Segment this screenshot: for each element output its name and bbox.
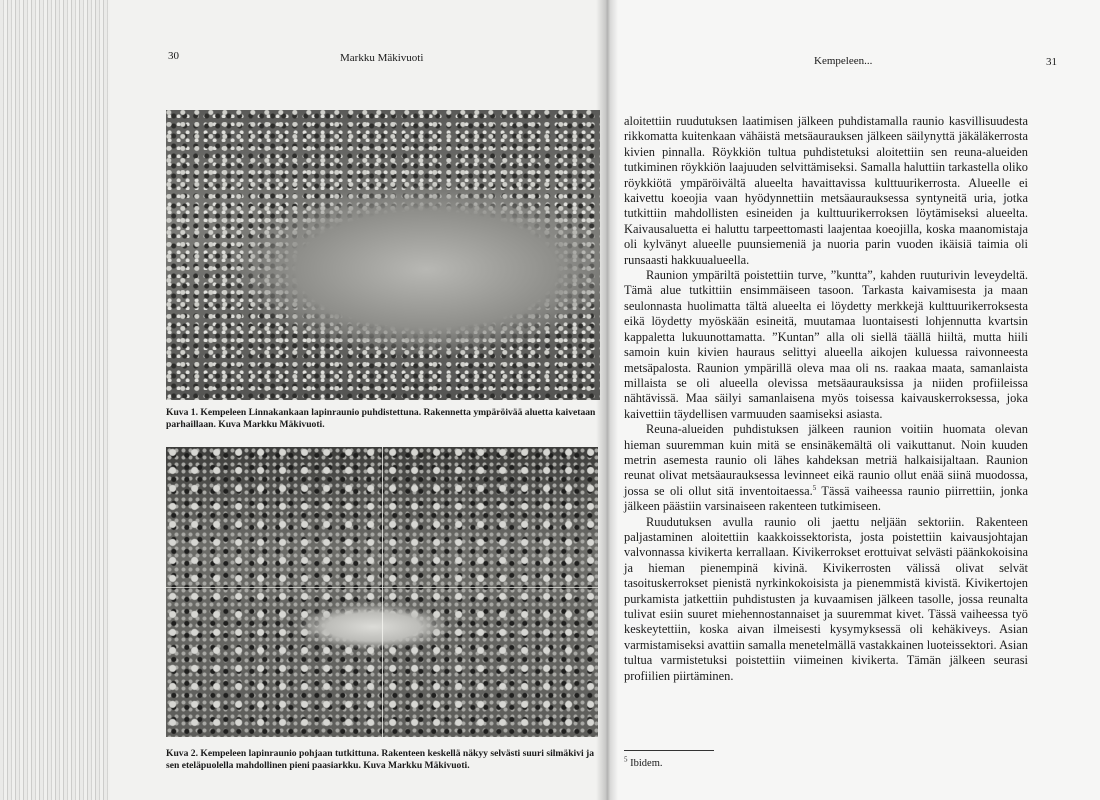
paragraph: aloitettiin ruudutuksen laatimisen jälkeen puhdistamalla raunio kasvillisuudesta rikkomatta kuitenkaan vähäistä metsäaurauksen jälkeen säilynyttä jäkäläkerrosta kivien pinnalla. Röykkiön tultua puhdistetuksi aloitettiin sen reuna-alueiden tutkiminen röykkiön laajuuden selvittämiseksi. Samalla haluttiin tarkastella oliko röykkiötä ympäröivältä alueelta havaittavissa kulttuurikerrosta. Alueelle ei kaivettu koeojia vaan hyödynnettiin metsäaurauksessa syntyneitä uria, jotka tutkittiin mahdollisten esineiden ja kulttuurikerroksen löytämiseksi alueelta. Kaivausaluetta ei haluttu tarpeettomasti laajentaa koeojilla, koska maanomistaja oli kylvänyt alueelle puunsiemeniä ja nuoria parin vuoden ikäisiä taimia oli runsaasti hakkuualueella. <box>624 114 1028 267</box>
paragraph: Ruudutuksen avulla raunio oli jaettu neljään sektoriin. Rakenteen paljastaminen aloitettiin kaakkoissektorista, josta poistettiin kaivausjohtajan valvonnassa kivikerta kerrallaan. Kivikerrokset erottuivat selvästi päänkokoisina ja hieman pienempinä kivinä. Kivikerrosten välissä olivat selvät tasoituskerrokset pienistä nyrkinkokoisista ja pienemmistä kivistä. Kivikertojen purkamista jatkettiin puhdistusten ja kuvaamisen jälkeen tasolle, jossa reunalta tulivat esiin suuret miehennostannaiset ja suuremmat kivet. Tässä vaiheessa työ keskeytettiin, koska aivan ilmeisesti kysymyksessä oli kehäkiveys. Asian varmistamiseksi avattiin samalla menetelmällä vastakkainen luoteissektori. Asian tultua varmistetuksi poistettiin viimeinen kivikerta. Tämän jälkeen seurasi profiilien piirtäminen. <box>624 514 1028 683</box>
measuring-string <box>382 447 383 737</box>
footnote <box>624 755 663 769</box>
photo-cairn-cleaned <box>166 110 600 400</box>
paragraph-text: Reuna-alueiden puhdistuksen jälkeen raunion voitiin huomata olevan hieman suuremman kuin mitä se ensinäkemältä oli vaikuttanut. Noin kuuden metrin asemesta raunio oli lähes kahdeksan metriä halkaisijaltaan. Raunion reunat olivat metsäaurauksessa levinneet eikä raunio ollut enää siinä muodossa, jossa se oli ollut sitä inventoitaessa. <box>624 422 1028 498</box>
footnote-reference[interactable]: 5 <box>812 483 817 492</box>
right-running-head: Kempeleen... <box>814 55 873 67</box>
body-text <box>624 114 1028 684</box>
photo-cairn-excavated <box>166 447 598 737</box>
footnote-text: Ibidem. <box>627 758 663 769</box>
footnote-mark: 5 <box>624 755 628 764</box>
left-running-head: Markku Mäkivuoti <box>340 52 424 64</box>
footnote-rule <box>624 750 714 751</box>
page-edges <box>0 0 110 800</box>
figure-caption-2: Kuva 2. Kempeleen lapinraunio pohjaan tutkittuna. Rakenteen keskellä näkyy selvästi suuri silmäkivi ja sen eteläpuolella mahdollinen pieni paasiarkku. Kuva Markku Mäkivuoti. <box>166 748 595 771</box>
paragraph: Raunion ympäriltä poistettiin turve, ”kuntta”, kahden ruuturivin leveydeltä. Tämä alue tutkittiin ensimmäiseen tasoon. Tarkasta kaivamisesta ja maan seulonnasta huolimatta tältä alueelta ei löydetty merkkejä kulttuurikerroksesta eikä löydetty myöskään esineitä, muutamaa luontaisesti lohjennutta kvartsin kappaletta lukuunottamatta. ”Kuntan” alla oli siellä täällä hiiltä, mutta hiili samoin kuin kivien hauraus selittyi alueella aikojen kuluessa raivonneesta metsäpalosta. Raunion ympärillä oleva maa oli ns. raakaa maata, samanlaista millaista se oli alueella olevissa metsäaurauksissa ja niiden profiileissa nähtävissä. Maa säilyi samanlaisena myös toisessa kaivauskerroksessa, joka kaivettiin täydellisen varmuuden saamiseksi asiasta. <box>624 268 1028 421</box>
right-page-number: 31 <box>1046 56 1057 68</box>
left-page-number: 30 <box>168 50 179 62</box>
paragraph-text: Tässä vaiheessa raunio piirrettiin, jonka jälkeen päästiin varsinaiseen rakenteen tutkimiseen. <box>624 483 1029 514</box>
paragraph-with-note <box>624 422 1028 514</box>
figure-caption-1: Kuva 1. Kempeleen Linnakankaan lapinraunio puhdistettuna. Rakennetta ympäröivää aluetta kaivetaan parhaillaan. Kuva Markku Mäkivuoti. <box>166 407 596 430</box>
measuring-string <box>166 587 598 588</box>
